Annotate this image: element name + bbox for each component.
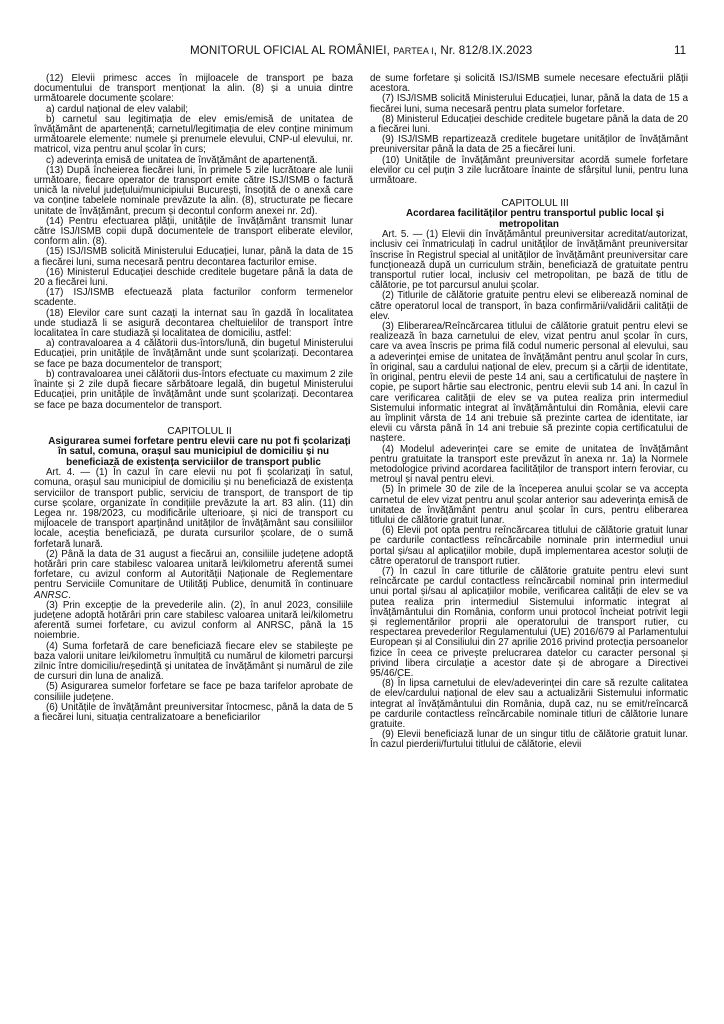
paragraph: (9) Elevii beneficiază lunar de un singur titlu de călătorie gratuit lunar. În cazul pierderii/furtului titlului de călătorie, elevii (370, 729, 688, 751)
paragraph: (6) Elevii pot opta pentru reîncărcarea titlului de călătorie gratuit lunar pe cardurile contactless reîncărcabile nominale prin intermediul unui portal și/sau al aplicațiilor mobile, după implementarea acestor soluții de către operatorul de transport rutier. (370, 525, 688, 567)
chapter-title: Acordarea facilităților pentru transportul public local și metropolitan (406, 208, 664, 230)
page-header (0, 44, 724, 60)
paragraph: (7) ISJ/ISMB solicită Ministerului Educației, lunar, până la data de 15 a fiecărei luni, suma necesară pentru plata sumelor forfetare. (370, 93, 688, 115)
title-main: MONITORUL OFICIAL AL ROMÂNIEI, (190, 44, 394, 57)
paragraph: (13) După încheierea fiecărei luni, în primele 5 zile lucrătoare ale lunii următoare, fiecare operator de transport emite către ISJ/ISMB o factură unică la nivelul județului/municipiului București, însoțită de o anexă care va conține tabelele nominale prevăzute la alin. (8), structurate pe fiecare unitate de învățământ, precum și decontul conform anexei nr. 2d). (34, 164, 353, 217)
paragraph: (17) ISJ/ISMB efectuează plata facturilor conform termenelor scadente. (34, 287, 353, 309)
paragraph: (6) Unitățile de învățământ preuniversitar întocmesc, până la data de 5 a fiecărei luni, situația centralizatoare a beneficiarilor (34, 701, 353, 723)
paragraph: a) cardul național de elev valabil; (46, 103, 189, 115)
paragraph: (8) Ministerul Educației deschide creditele bugetare până la data de 20 a fiecărei luni. (370, 113, 688, 136)
paragraph: (3) Eliberarea/Reîncărcarea titlului de călătorie gratuit pentru elevi se realizează în baza carnetului de elev, vizat pentru anul școlar în curs, care va avea înscris pe prima filă codul numeric personal al elevului, sau a adeverinței emise de unitatea de învățământ pentru anul școlar în curs, în original, sau a cardului național de elev, precum și a cărții de identitate, în original, pentru elevii de peste 14 ani, sau a certificatului de naștere în copie, pe suport hârtie sau electronic, pentru elevii sub 14 ani. În cazul în care verificarea calității de elev se va putea realiza prin intermediul Sistemului informatic integrat al învățământului din România, elevii care au împlinit vârsta de 14 ani trebuie să prezinte cartea de identitate, iar elevii cu vârsta până în 14 ani trebuie să prezinte copia certificatului de naștere. (370, 321, 688, 445)
paragraph: de sume forfetare și solicită ISJ/ISMB sumele necesare efectuării plății acestora. (370, 73, 688, 95)
paragraph: b) carnetul sau legitimația de elev emis/emisă de unitatea de învățământ de apartenență; carnetul/legitimația de elev conține minimum următoarele elemente: numele și prenumele elevului, CNP-ul elevului, nr. matricol, viza pentru anul școlar în curs; (34, 113, 353, 156)
title-part: PARTEA I (393, 46, 434, 56)
paragraph: (5) Asigurarea sumelor forfetare se face pe baza tarifelor aprobate de consiliile județene. (34, 681, 353, 703)
paragraph: (16) Ministerul Educației deschide creditele bugetare până la data de 20 a fiecărei luni. (34, 266, 353, 289)
paragraph: (15) ISJ/ISMB solicită Ministerului Educației, lunar, până la data de 15 a fiecărei luni, suma necesară pentru decontarea facturilor emise. (34, 246, 353, 268)
paragraph: (4) Suma forfetară de care beneficiază fiecare elev se stabilește pe baza valorii unitare lei/kilometru înmulțită cu numărul de kilometri parcurși zilnic între domiciliu/reședință și unitatea de învățământ și numărul de zile de cursuri din luna de analiză. (34, 640, 353, 683)
paragraph: (5) În primele 30 de zile de la începerea anului școlar se va accepta carnetul de elev vizat pentru anul școlar anterior sau adeverința emisă de unitatea de învățământ pentru anul școlar în curs, pentru eliberarea titlului de călătorie gratuit lunar. (370, 484, 688, 526)
paragraph: Art. 5. — (1) Elevii din învățământul preuniversitar acreditat/autorizat, inclusiv cei înmatriculați în cadrul unităților de învățământ preuniversitar înscrise în Registrul special al unităților de învățământ preuniversitar care funcționează după un curriculum străin, beneficiază de gratuitate pentru transportul rutier local, inclusiv cel metropolitan, pe bază de titlu de călătorie, pe tot parcursul anului școlar. (370, 229, 688, 292)
paragraph: (3) Prin excepție de la prevederile alin. (2), în anul 2023, consiliile județene adoptă hotărâri prin care stabilesc valoarea unitară lei/kilometru aferentă sumei forfetare, cu avizul conform al ANRSC, până la 15 noiembrie. (34, 599, 353, 642)
paragraph-text: (2) Până la data de 31 august a fiecărui an, consiliile județene adoptă hotărâri prin care stabilesc valoarea unitară lei/kilometru aferentă sumei forfetare, cu avizul conform al Autorității Naționale de Reglementare pentru Serviciile Comunitare de Utilități Publice, denumită în continuare (34, 548, 353, 591)
right-column (370, 74, 688, 751)
paragraph: (2) Până la data de 31 august a fiecărui an, consiliile județene adoptă hotărâri prin care stabilesc valoarea unitară lei/kilometru aferentă sumei forfetare, cu avizul conform al Autorității Naționale de Reglementare pentru Serviciile Comunitare de Utilități Publice, denumită în continuare ANRSC. (34, 548, 353, 601)
chapter-heading: CAPITOLUL II (167, 425, 232, 437)
title-issue: , Nr. 812/8.IX.2023 (433, 44, 533, 57)
chapter-heading: CAPITOLUL III (501, 198, 569, 210)
paragraph: (12) Elevii primesc acces în mijloacele de transport pe baza documentului de transport menționat la alin. (8) și a unuia dintre următoarele documente școlare: (34, 73, 353, 105)
paragraph: (10) Unitățile de învățământ preuniversitar acordă sumele forfetare elevilor cu cel puțin 3 zile lucrătoare înainte de sfârșitul lunii, pentru luna următoare. (370, 154, 688, 187)
paragraph: b) contravaloarea unei călătorii dus-întors efectuate cu maximum 2 zile înainte și 2 zile după fiecare sărbătoare legală, din bugetul Ministerului Educației, prin unitățile de învățământ unde sunt școlarizați. Decontarea se face pe baza documentelor de transport. (34, 368, 353, 411)
paragraph: (9) ISJ/ISMB repartizează creditele bugetare unităților de învățământ preuniversitar până la data de 25 a fiecărei luni. (370, 134, 688, 156)
abbreviation: ANRSC (34, 589, 69, 601)
paragraph: (4) Modelul adeverinței care se emite de unitatea de învățământ pentru gratuitate la transport este prevăzut în anexa nr. 1a) la Normele metodologice privind acordarea facilităților de transport intern feroviar, cu metroul și naval pentru elevi. (370, 443, 688, 486)
page-number: 11 (674, 44, 687, 57)
publication-title (190, 44, 532, 57)
left-column (34, 74, 353, 723)
paragraph: Art. 4. — (1) În cazul în care elevii nu pot fi școlarizați în satul, comuna, orașul sau municipiul de domiciliu și nu beneficiază de existența serviciilor de transport public, serviciu de transport, de transport de tip curse școlare, organizate în condițiile prevăzute la art. 83 alin. (11) din Legea nr. 198/2023, cu modificările ulterioare, și nici de transport cu mijloacele de transport aparținând unităților de învățământ sau consiliilor locale, aceștia beneficiază, pe durata cursurilor școlare, de o sumă forfetară lunară. (34, 467, 353, 550)
paragraph: (8) În lipsa carnetului de elev/adeverinței din care să rezulte calitatea de elev/cardului național de elev sau a actualizării Sistemului informatic integrat al învățământului din România, după caz, nu se emit/reîncarcă pe cardurile contactless reîncărcabile nominale titluri de călătorie lunare gratuite. (370, 678, 688, 730)
paragraph: a) contravaloarea a 4 călătorii dus-întors/lună, din bugetul Ministerului Educației, prin unitățile de învățământ unde sunt școlarizați. Decontarea se face pe baza documentelor de transport; (34, 338, 353, 370)
paragraph: (18) Elevilor care sunt cazați la internat sau în gazdă în localitatea unde studiază li se asigură decontarea cheltuielilor de transport între localitatea în care studiază și localitatea de domiciliu, astfel: (34, 307, 353, 340)
paragraph: (14) Pentru efectuarea plății, unitățile de învățământ transmit lunar către ISJ/ISMB copii după documentele de transport eliberate elevilor, conform alin. (8). (34, 215, 353, 248)
chapter-title: Asigurarea sumei forfetare pentru elevii care nu pot fi școlarizați în satul, comuna, orașul sau municipiul de domiciliu și nu beneficiază de existența serviciilor de transport public (48, 435, 351, 468)
paragraph: c) adeverința emisă de unitatea de învățământ de apartenență. (46, 154, 318, 166)
paragraph: (7) În cazul în care titlurile de călătorie gratuite pentru elevi sunt reîncărcate pe cardul contactless reîncărcabil nominal prin intermediul unui portal și/sau al aplicațiilor mobile, verificarea calității de elev se va putea realiza prin intermediul Sistemului informatic integrat al învățământului din România, conform unui protocol încheiat potrivit legii și reglementărilor proprii ale operatorului de transport rutier, cu respectarea prevederilor Regulamentului (UE) 2016/679 al Parlamentului European și al Consiliului din 27 aprilie 2016 privind protecția persoanelor fizice în ceea ce privește prelucrarea datelor cu caracter personal și privind libera circulație a acestor date și de abrogare a Directivei 95/46/CE. (370, 565, 688, 679)
paragraph: (2) Titlurile de călătorie gratuite pentru elevi se eliberează nominal de către operatorul local de transport, în baza confirmării/validării calității de elev. (370, 290, 688, 322)
